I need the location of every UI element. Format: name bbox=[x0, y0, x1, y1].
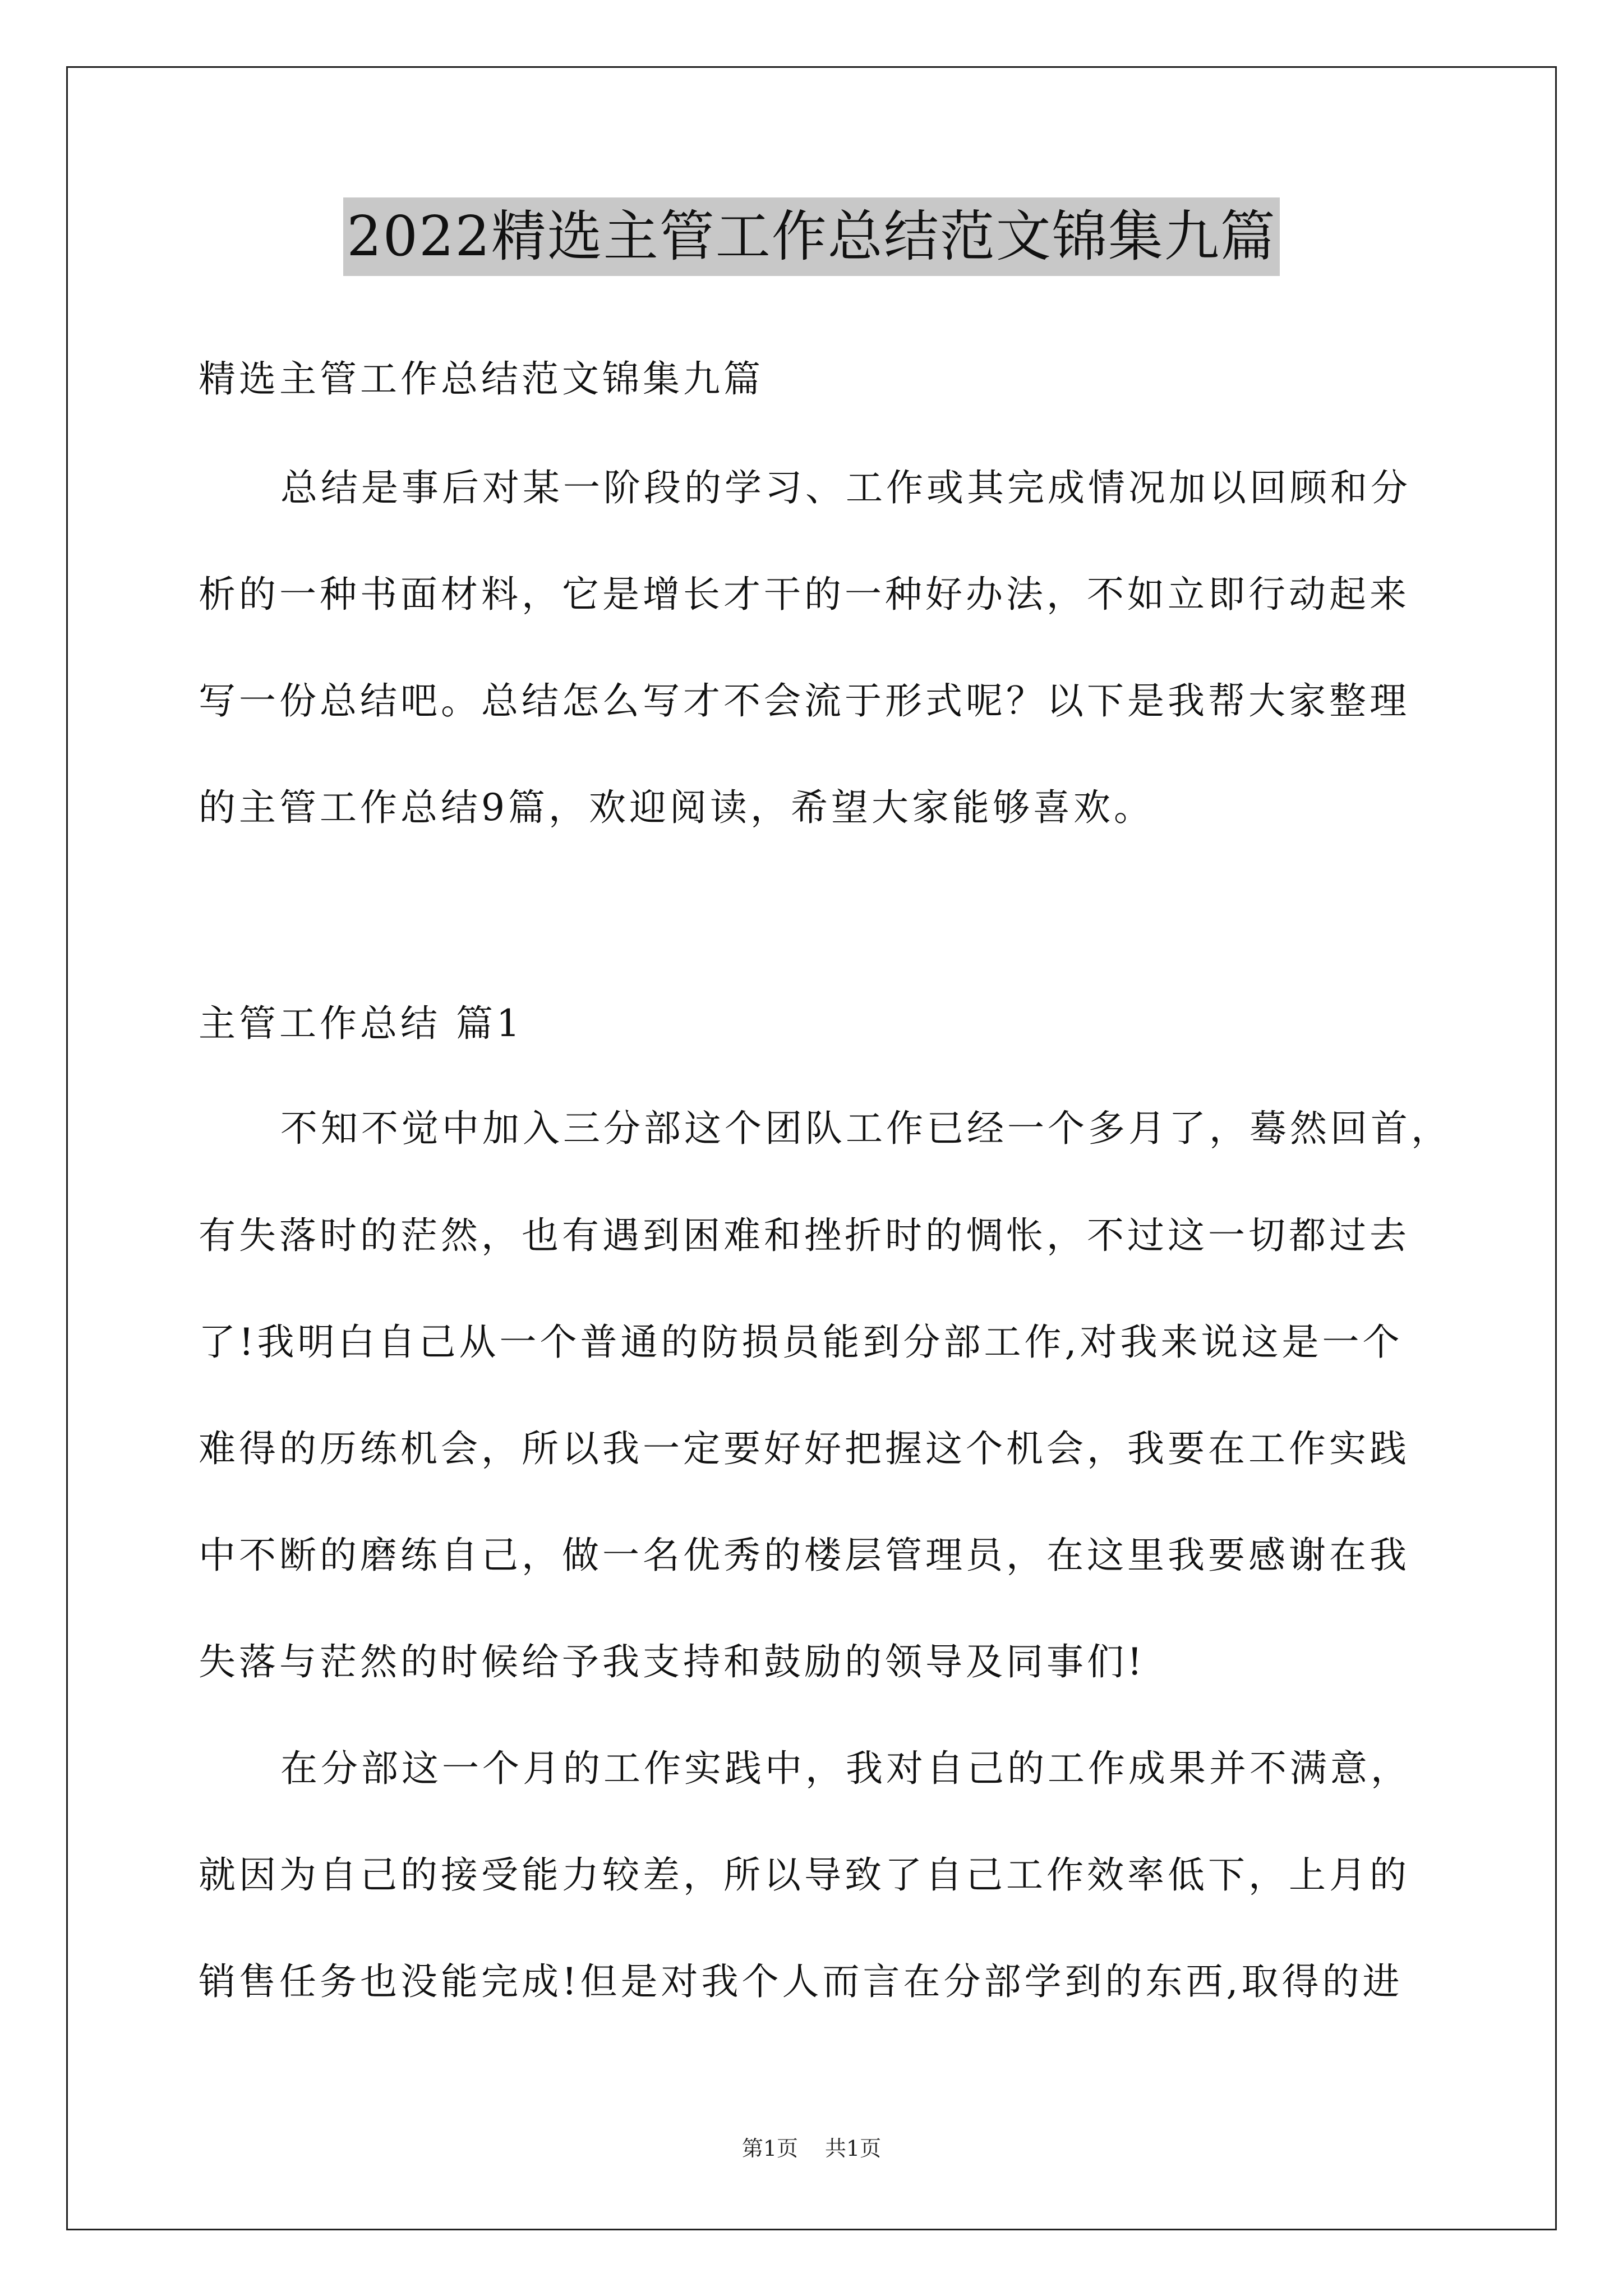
document-title: 2022精选主管工作总结范文锦集九篇 bbox=[343, 197, 1279, 276]
intro-line: 总结是事后对某一阶段的学习、工作或其完成情况加以回顾和分 bbox=[280, 466, 1411, 509]
paragraph-line: 不知不觉中加入三分部这个团队工作已经一个多月了，蓦然回首， bbox=[280, 1107, 1451, 1150]
page-total: 共1页 bbox=[825, 2136, 882, 2161]
section-heading: 主管工作总结 篇1 bbox=[199, 1002, 523, 1045]
paragraph-line: 就因为自己的接受能力较差，所以导致了自己工作效率低下，上月的 bbox=[199, 1853, 1410, 1897]
intro-line: 的主管工作总结9篇，欢迎阅读，希望大家能够喜欢。 bbox=[199, 786, 1154, 829]
intro-line: 析的一种书面材料，它是增长才干的一种好办法，不如立即行动起来 bbox=[199, 573, 1410, 616]
title-container bbox=[0, 197, 1623, 276]
paragraph-line: 失落与茫然的时候给予我支持和鼓励的领导及同事们! bbox=[199, 1640, 1146, 1683]
paragraph-line: 中不断的磨练自己，做一名优秀的楼层管理员，在这里我要感谢在我 bbox=[199, 1534, 1410, 1577]
paragraph-line: 在分部这一个月的工作实践中，我对自己的工作成果并不满意， bbox=[280, 1747, 1411, 1790]
paragraph-line: 有失落时的茫然，也有遇到困难和挫折时的惆怅，不过这一切都过去 bbox=[199, 1214, 1410, 1257]
document-subtitle: 精选主管工作总结范文锦集九篇 bbox=[199, 357, 764, 401]
page-number: 第1页 bbox=[741, 2136, 798, 2161]
paragraph-line: 销售任务也没能完成!但是对我个人而言在分部学到的东西,取得的进 bbox=[199, 1960, 1403, 2003]
intro-line: 写一份总结吧。总结怎么写才不会流于形式呢？以下是我帮大家整理 bbox=[199, 679, 1410, 723]
page-footer bbox=[0, 2134, 1623, 2162]
paragraph-line: 难得的历练机会，所以我一定要好好把握这个机会，我要在工作实践 bbox=[199, 1427, 1410, 1470]
paragraph-line: 了!我明白自己从一个普通的防损员能到分部工作,对我来说这是一个 bbox=[199, 1320, 1403, 1364]
